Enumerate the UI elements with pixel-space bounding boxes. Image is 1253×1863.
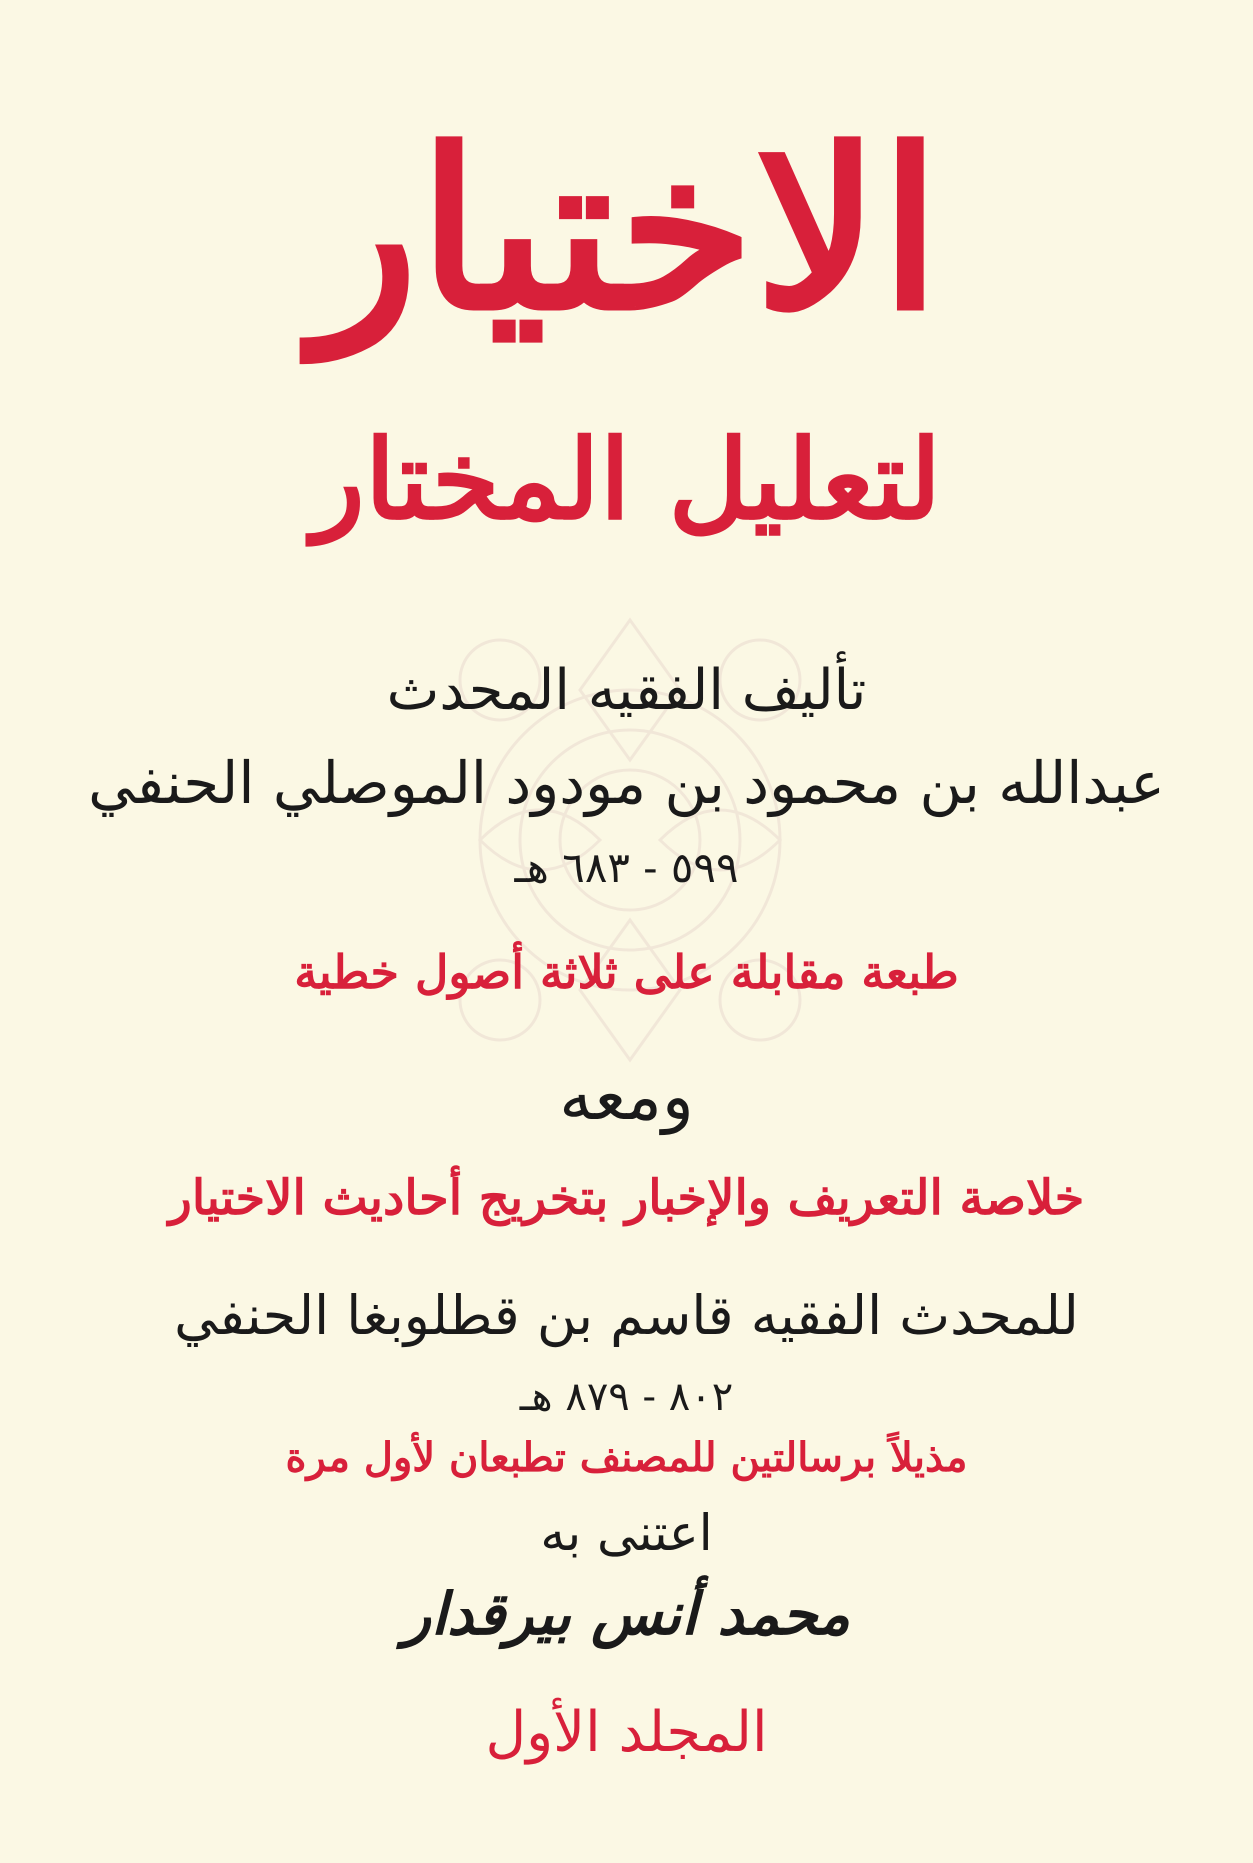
author-dates: ٥٩٩ - ٦٨٣ هـ <box>514 843 739 892</box>
companion-title: خلاصة التعريف والإخبار بتخريج أحاديث الاختيار <box>168 1170 1085 1226</box>
volume-label: المجلد الأول <box>485 1700 768 1765</box>
appendix-note: مذيلاً برسالتين للمصنف تطبعان لأول مرة <box>285 1434 968 1481</box>
book-title: الاختيار <box>312 100 941 359</box>
edition-note: طبعة مقابلة على ثلاثة أصول خطية <box>294 945 959 999</box>
book-subtitle: لتعليل المختار <box>311 415 942 544</box>
companion-author-dates: ٨٠٢ - ٨٧٩ هـ <box>519 1374 734 1420</box>
companion-author: للمحدث الفقيه قاسم بن قطلوبغا الحنفي <box>174 1284 1079 1347</box>
editor-intro: اعتنى به <box>540 1504 713 1562</box>
editor-name: محمد أنس بيرقدار <box>402 1580 850 1648</box>
with-label: ومعه <box>559 1058 694 1135</box>
author-name: عبدالله بن محمود بن مودود الموصلي الحنفي <box>88 749 1165 817</box>
author-intro: تأليف الفقيه المحدث <box>386 658 867 723</box>
